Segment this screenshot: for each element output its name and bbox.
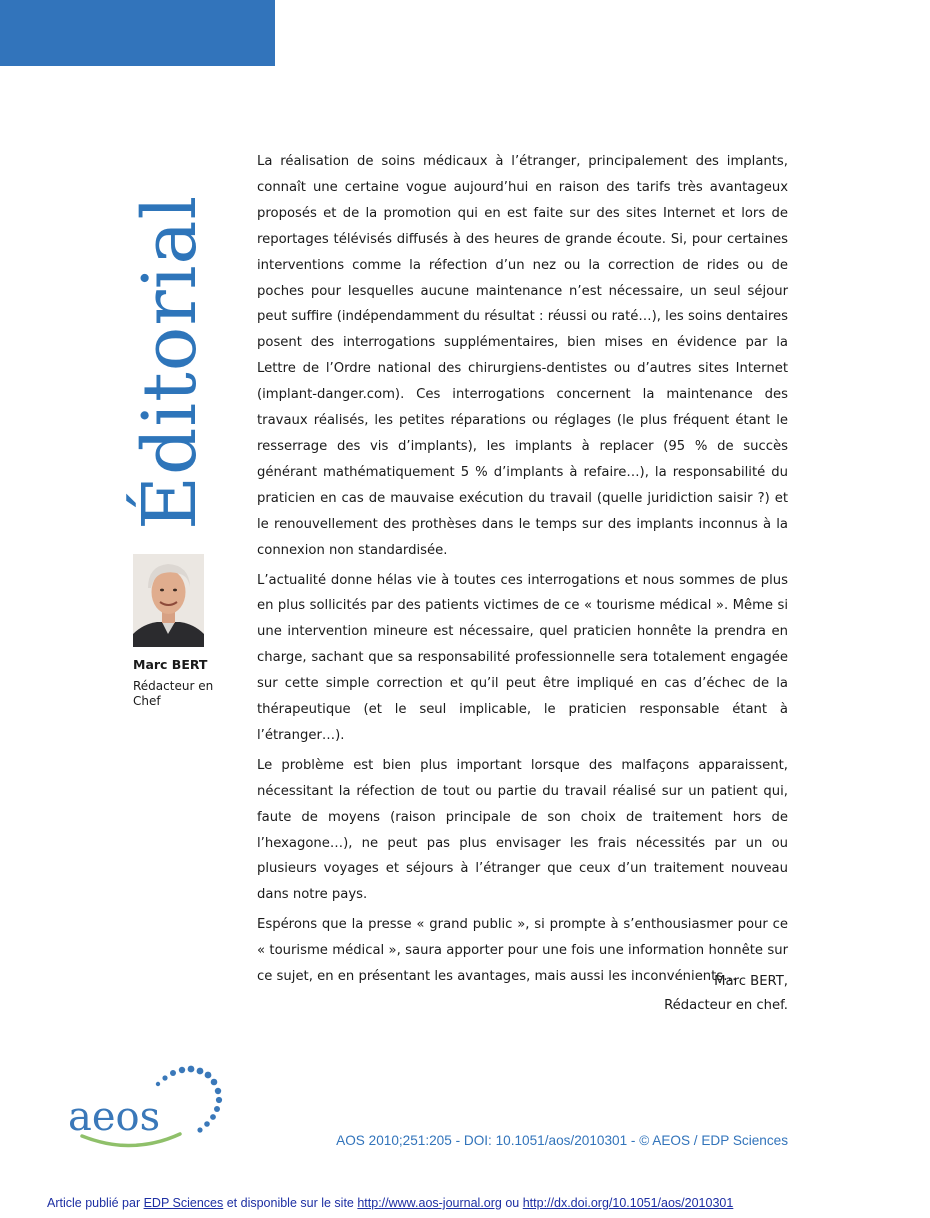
signature-role: Rédacteur en chef. [664, 998, 788, 1013]
paragraph: La réalisation de soins médicaux à l’étranger, principalement des implants, connaît une certaine vogue aujourd’hui en raison des tarifs très avantageux proposés et de la promotion qui en est faite sur des sites Internet et lors de reportages télévisés diffusés à des heures de grande écoute. Si, pour certaines interventions comme la réfection d’un nez ou la correction de rides ou de poches pour lesquelles aucune maintenance n’est nécessaire, un seul séjour peut suffire (indépendamment du résultat : réussi ou raté…), les soins dentaires posent des interrogations supplémentaires, bien mises en évidence par la Lettre de l’Ordre national des chirurgiens-dentistes ou d’autres sites Internet (implant-danger.com). Ces interrogations concernent la maintenance des travaux réalisés, les petites réparations ou réglages (le plus fréquent étant le resserrage des vis d’implants), les implants à replacer (95 % de succès générant mathématiquement 5 % d’implants à refaire…), la responsabilité du praticien en cas de mauvaise exécution du travail (quelle juridiction saisir ?) et le renouvellement des prothèses dans le temps sur des implants inconnus à la connexion non standardisée. [257, 154, 788, 558]
doi-link[interactable]: http://dx.doi.org/10.1051/aos/2010301 [522, 1196, 734, 1210]
header-accent-band [0, 0, 275, 66]
author-role: Rédacteur en Chef [133, 679, 214, 708]
journal-site-link[interactable]: http://www.aos-journal.org [357, 1196, 502, 1210]
aeos-logo [62, 1064, 227, 1156]
paragraph: Espérons que la presse « grand public », si prompte à s’enthousiasmer pour ce « tourisme médical », saura apporter pour une fois une information honnête sur ce sujet, en en présentant les avantages, mais aussi les inconvénients… [257, 917, 788, 985]
citation: AOS 2010;251:205 - DOI: 10.1051/aos/2010301 - © AEOS / EDP Sciences [336, 1133, 788, 1148]
logo-text: aeos [68, 1094, 161, 1140]
paragraph: L’actualité donne hélas vie à toutes ces interrogations et nous sommes de plus en plus sollicités par des patients victimes de ce « tourisme médical ». Même si une intervention mineure est nécessaire, quel praticien honnête la prendra en charge, sachant que sa responsabilité professionnelle sera totalement engagée sur cette simple correction et qu’il peut être impliqué en cas d’échec de la thérapeutique (et le seul implicable, le praticien responsable étant à l’étranger…). [257, 572, 788, 743]
paragraph: Le problème est bien plus important lorsque des malfaçons apparaissent, nécessitant la réfection de tout ou partie du travail réalisé sur un patient qui, faute de moyens (raison principale de son choix de traitement hors de l’hexagone…), ne peut pas plus envisager les frais nécessités par un ou plusieurs voyages et séjours à l’étranger que ceux d’un traitement nouveau dans notre pays. [257, 757, 788, 903]
footer-conjunction: ou [501, 1196, 523, 1210]
signature-name: Marc BERT, [714, 974, 788, 989]
footer-prefix: Article publié par [47, 1196, 144, 1210]
signature [664, 970, 788, 1018]
author-name: Marc BERT [133, 657, 208, 672]
footer-middle: et disponible sur le site [223, 1196, 358, 1210]
section-title: Éditorial [127, 194, 213, 530]
footer-notice [47, 1196, 733, 1210]
publisher-link[interactable]: EDP Sciences [143, 1196, 224, 1210]
author-portrait [133, 554, 204, 647]
editorial-body [257, 149, 788, 994]
